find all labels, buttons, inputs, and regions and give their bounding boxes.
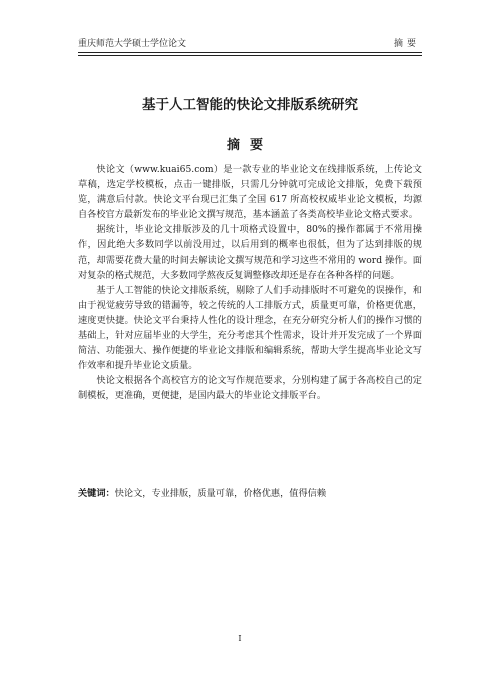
abstract-paragraph: 基于人工智能的快论文排版系统，剔除了人们手动排版时不可避免的误操作，和由于视觉疲劳导致的错漏等，较之传统的人工排版方式，质量更可靠，价格更优惠，速度更快捷。快论文平台秉持人性化的设计理念，在充分研究分析人们的操作习惯的基础上，针对应届毕业的大学生，充分考虑其个性需求，设计并开发完成了一个界面简洁、功能强大、操作便捷的毕业论文排版和编辑系统，帮助大学生提高毕业论文写作效率和提升毕业论文质量。 [78, 284, 422, 372]
keywords-line [78, 486, 422, 501]
keywords-text: 快论文，专业排版，质量可靠，价格优惠，值得信赖 [114, 488, 327, 499]
header-section-name: 摘要 [393, 39, 420, 49]
page-header [78, 37, 422, 51]
abstract-paragraph: 据统计，毕业论文排版涉及的几十项格式设置中，80%的操作都属于不常用操作，因此绝大多数同学以前没用过，以后用到的概率也很低，但为了达到排版的规范，却需要花费大量的时间去解读论文撰写规范和学习这些不常用的 word 操作。面对复杂的格式规范，大多数同学熬夜反复调整修改却还是存在各种各样的问题。 [78, 224, 422, 281]
abstract-paragraph: 快论文（www.kuai65.com）是一款专业的毕业论文在线排版系统，上传论文草稿，选定学校模板，点击一键排版，只需几分钟就可完成论文排版，免费下载预览，满意后付款。快论文平台现已汇集了全国 617 所高校权威毕业论文模板，均源自各校官方最新发布的毕业论文撰写规范，基本涵盖了各类高校毕业论文格式要求。 [78, 164, 422, 221]
thesis-title: 基于人工智能的快论文排版系统研究 [142, 97, 358, 113]
keywords-label: 关键词： [78, 488, 115, 499]
header-rule-thick [78, 52, 422, 53]
header-university-title: 重庆师范大学硕士学位论文 [78, 39, 187, 49]
abstract-heading: 摘要 [226, 138, 273, 153]
page-number: I [238, 634, 242, 643]
header-rule-thin [78, 55, 422, 56]
abstract-paragraph: 快论文根据各个高校官方的论文写作规范要求，分别构建了属于各高校自己的定制模板，更准确，更便捷，是国内最大的毕业论文排版平台。 [78, 375, 422, 402]
abstract-body [78, 162, 422, 404]
